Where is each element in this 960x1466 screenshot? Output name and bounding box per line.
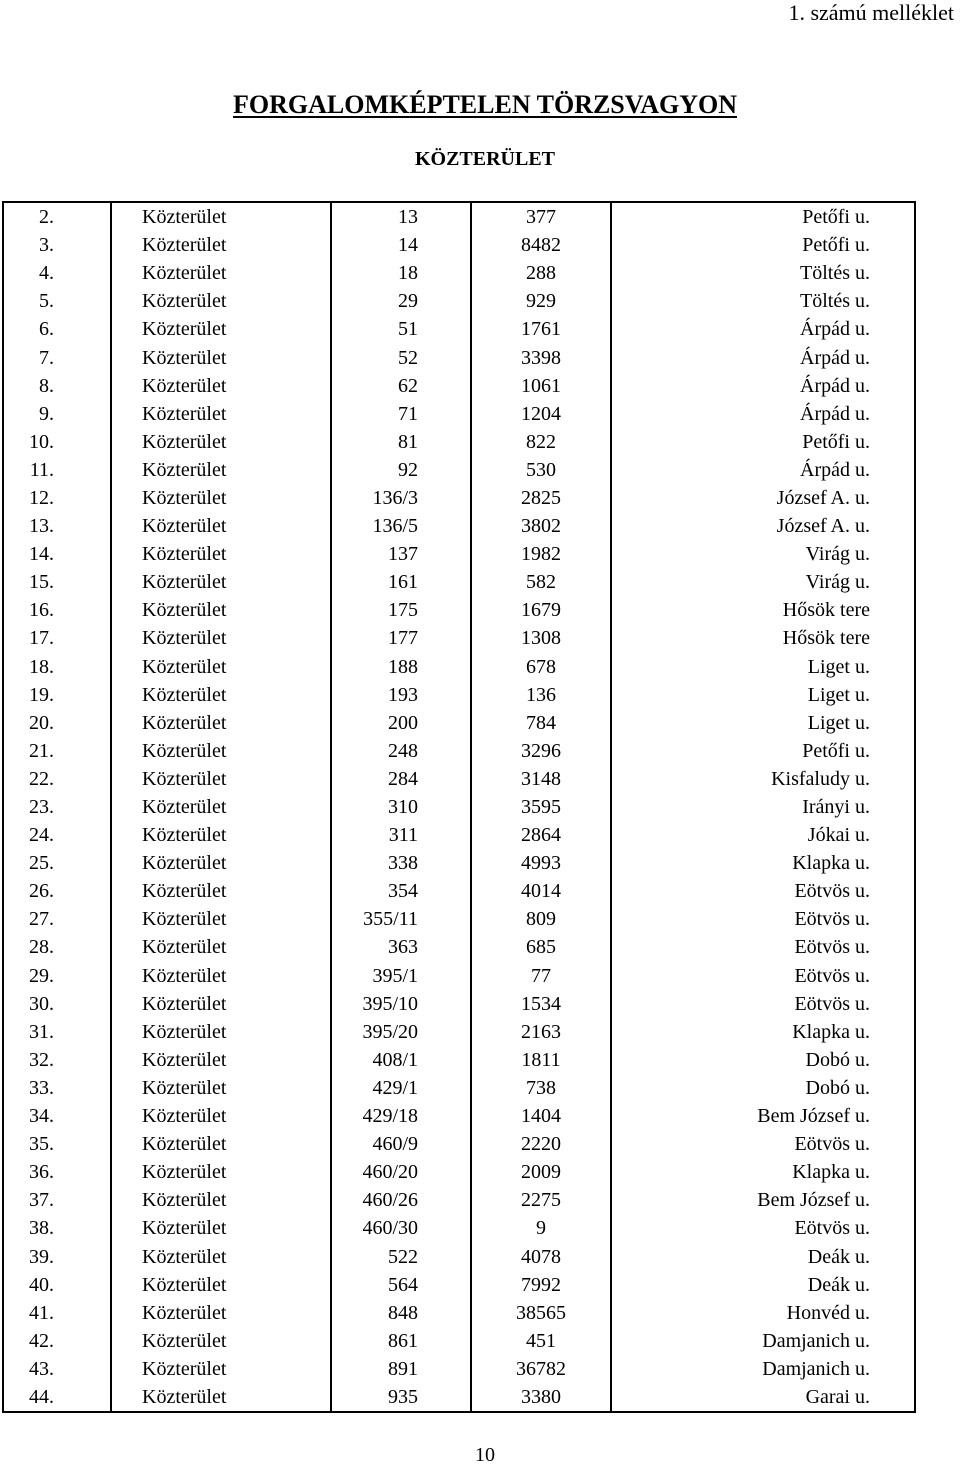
area-value-cell: 2864: [471, 821, 611, 849]
property-type-cell: Közterület: [111, 1186, 331, 1214]
row-number-cell: 28.: [3, 933, 111, 961]
parcel-number-cell: 429/1: [331, 1074, 471, 1102]
parcel-number-cell: 13: [331, 202, 471, 231]
property-table: [2, 201, 916, 1413]
table-row: [3, 343, 915, 371]
area-value-cell: 4078: [471, 1242, 611, 1270]
street-name-cell: Irányi u.: [611, 793, 915, 821]
street-name-cell: József A. u.: [611, 484, 915, 512]
table-row: [3, 962, 915, 990]
parcel-number-cell: 161: [331, 568, 471, 596]
parcel-number-cell: 92: [331, 456, 471, 484]
area-value-cell: 3802: [471, 512, 611, 540]
parcel-number-cell: 136/3: [331, 484, 471, 512]
street-name-cell: Klapka u.: [611, 849, 915, 877]
table-row: [3, 287, 915, 315]
property-type-cell: Közterület: [111, 1383, 331, 1412]
parcel-number-cell: 522: [331, 1242, 471, 1270]
property-type-cell: Közterület: [111, 1299, 331, 1327]
table-row: [3, 653, 915, 681]
table-row: [3, 231, 915, 259]
area-value-cell: 377: [471, 202, 611, 231]
street-name-cell: József A. u.: [611, 512, 915, 540]
row-number-cell: 44.: [3, 1383, 111, 1412]
property-type-cell: Közterület: [111, 793, 331, 821]
property-type-cell: Közterület: [111, 681, 331, 709]
area-value-cell: 2009: [471, 1158, 611, 1186]
street-name-cell: Garai u.: [611, 1383, 915, 1412]
table-row: [3, 1214, 915, 1242]
row-number-cell: 35.: [3, 1130, 111, 1158]
table-row: [3, 1102, 915, 1130]
street-name-cell: Virág u.: [611, 568, 915, 596]
area-value-cell: 36782: [471, 1355, 611, 1383]
street-name-cell: Liget u.: [611, 681, 915, 709]
row-number-cell: 11.: [3, 456, 111, 484]
street-name-cell: Deák u.: [611, 1242, 915, 1270]
property-type-cell: Közterület: [111, 709, 331, 737]
table-row: [3, 1074, 915, 1102]
street-name-cell: Dobó u.: [611, 1046, 915, 1074]
property-type-cell: Közterület: [111, 287, 331, 315]
table-row: [3, 484, 915, 512]
property-type-cell: Közterület: [111, 372, 331, 400]
street-name-cell: Eötvös u.: [611, 877, 915, 905]
property-type-cell: Közterület: [111, 737, 331, 765]
area-value-cell: 2220: [471, 1130, 611, 1158]
property-type-cell: Közterület: [111, 933, 331, 961]
row-number-cell: 36.: [3, 1158, 111, 1186]
street-name-cell: Árpád u.: [611, 343, 915, 371]
row-number-cell: 34.: [3, 1102, 111, 1130]
row-number-cell: 3.: [3, 231, 111, 259]
row-number-cell: 22.: [3, 765, 111, 793]
table-row: [3, 1018, 915, 1046]
parcel-number-cell: 354: [331, 877, 471, 905]
street-name-cell: Bem József u.: [611, 1102, 915, 1130]
parcel-number-cell: 248: [331, 737, 471, 765]
street-name-cell: Petőfi u.: [611, 737, 915, 765]
table-row: [3, 202, 915, 231]
property-type-cell: Közterület: [111, 1355, 331, 1383]
area-value-cell: 3148: [471, 765, 611, 793]
property-type-cell: Közterület: [111, 962, 331, 990]
area-value-cell: 929: [471, 287, 611, 315]
row-number-cell: 26.: [3, 877, 111, 905]
street-name-cell: Petőfi u.: [611, 428, 915, 456]
row-number-cell: 12.: [3, 484, 111, 512]
row-number-cell: 39.: [3, 1242, 111, 1270]
table-row: [3, 1130, 915, 1158]
property-type-cell: Közterület: [111, 1130, 331, 1158]
street-name-cell: Árpád u.: [611, 400, 915, 428]
area-value-cell: 1404: [471, 1102, 611, 1130]
street-name-cell: Deák u.: [611, 1271, 915, 1299]
table-row: [3, 568, 915, 596]
row-number-cell: 6.: [3, 315, 111, 343]
parcel-number-cell: 311: [331, 821, 471, 849]
table-row: [3, 1271, 915, 1299]
row-number-cell: 42.: [3, 1327, 111, 1355]
property-type-cell: Közterület: [111, 456, 331, 484]
area-value-cell: 8482: [471, 231, 611, 259]
property-type-cell: Közterület: [111, 540, 331, 568]
document-title: [0, 90, 960, 120]
row-number-cell: 33.: [3, 1074, 111, 1102]
street-name-cell: Damjanich u.: [611, 1327, 915, 1355]
property-type-cell: Közterület: [111, 315, 331, 343]
area-value-cell: 582: [471, 568, 611, 596]
parcel-number-cell: 81: [331, 428, 471, 456]
table-row: [3, 905, 915, 933]
area-value-cell: 1204: [471, 400, 611, 428]
area-value-cell: 678: [471, 653, 611, 681]
table-row: [3, 624, 915, 652]
street-name-cell: Petőfi u.: [611, 231, 915, 259]
document-title-text: FORGALOMKÉPTELEN TÖRZSVAGYON: [233, 90, 737, 119]
table-row: [3, 400, 915, 428]
table-row: [3, 428, 915, 456]
parcel-number-cell: 861: [331, 1327, 471, 1355]
table-row: [3, 990, 915, 1018]
property-type-cell: Közterület: [111, 343, 331, 371]
row-number-cell: 19.: [3, 681, 111, 709]
street-name-cell: Hősök tere: [611, 596, 915, 624]
street-name-cell: Árpád u.: [611, 456, 915, 484]
area-value-cell: 3296: [471, 737, 611, 765]
table-row: [3, 681, 915, 709]
property-type-cell: Közterület: [111, 512, 331, 540]
page-number: 10: [475, 1444, 495, 1466]
row-number-cell: 2.: [3, 202, 111, 231]
area-value-cell: 3595: [471, 793, 611, 821]
street-name-cell: Hősök tere: [611, 624, 915, 652]
area-value-cell: 738: [471, 1074, 611, 1102]
parcel-number-cell: 52: [331, 343, 471, 371]
property-type-cell: Közterület: [111, 849, 331, 877]
property-table-body: [3, 202, 915, 1412]
street-name-cell: Bem József u.: [611, 1186, 915, 1214]
street-name-cell: Eötvös u.: [611, 1214, 915, 1242]
row-number-cell: 9.: [3, 400, 111, 428]
street-name-cell: Liget u.: [611, 709, 915, 737]
area-value-cell: 1534: [471, 990, 611, 1018]
parcel-number-cell: 564: [331, 1271, 471, 1299]
row-number-cell: 5.: [3, 287, 111, 315]
street-name-cell: Árpád u.: [611, 315, 915, 343]
property-type-cell: Közterület: [111, 1242, 331, 1270]
property-type-cell: Közterület: [111, 1018, 331, 1046]
area-value-cell: 7992: [471, 1271, 611, 1299]
property-type-cell: Közterület: [111, 905, 331, 933]
parcel-number-cell: 193: [331, 681, 471, 709]
street-name-cell: Damjanich u.: [611, 1355, 915, 1383]
table-row: [3, 512, 915, 540]
table-row: [3, 596, 915, 624]
parcel-number-cell: 175: [331, 596, 471, 624]
parcel-number-cell: 395/1: [331, 962, 471, 990]
property-type-cell: Közterület: [111, 568, 331, 596]
street-name-cell: Töltés u.: [611, 259, 915, 287]
property-type-cell: Közterület: [111, 259, 331, 287]
street-name-cell: Honvéd u.: [611, 1299, 915, 1327]
parcel-number-cell: 177: [331, 624, 471, 652]
area-value-cell: 822: [471, 428, 611, 456]
area-value-cell: 685: [471, 933, 611, 961]
property-type-cell: Közterület: [111, 653, 331, 681]
street-name-cell: Árpád u.: [611, 372, 915, 400]
street-name-cell: Klapka u.: [611, 1018, 915, 1046]
row-number-cell: 24.: [3, 821, 111, 849]
table-row: [3, 737, 915, 765]
area-value-cell: 77: [471, 962, 611, 990]
area-value-cell: 809: [471, 905, 611, 933]
parcel-number-cell: 284: [331, 765, 471, 793]
row-number-cell: 10.: [3, 428, 111, 456]
property-type-cell: Közterület: [111, 821, 331, 849]
table-row: [3, 709, 915, 737]
property-type-cell: Közterület: [111, 877, 331, 905]
row-number-cell: 14.: [3, 540, 111, 568]
area-value-cell: 2275: [471, 1186, 611, 1214]
row-number-cell: 32.: [3, 1046, 111, 1074]
property-type-cell: Közterület: [111, 484, 331, 512]
row-number-cell: 13.: [3, 512, 111, 540]
row-number-cell: 4.: [3, 259, 111, 287]
row-number-cell: 16.: [3, 596, 111, 624]
property-type-cell: Közterület: [111, 1214, 331, 1242]
parcel-number-cell: 848: [331, 1299, 471, 1327]
row-number-cell: 43.: [3, 1355, 111, 1383]
street-name-cell: Eötvös u.: [611, 933, 915, 961]
parcel-number-cell: 429/18: [331, 1102, 471, 1130]
parcel-number-cell: 137: [331, 540, 471, 568]
parcel-number-cell: 891: [331, 1355, 471, 1383]
area-value-cell: 1761: [471, 315, 611, 343]
area-value-cell: 4993: [471, 849, 611, 877]
property-type-cell: Közterület: [111, 1327, 331, 1355]
property-type-cell: Közterület: [111, 1158, 331, 1186]
row-number-cell: 8.: [3, 372, 111, 400]
parcel-number-cell: 200: [331, 709, 471, 737]
property-type-cell: Közterület: [111, 400, 331, 428]
table-row: [3, 1158, 915, 1186]
area-value-cell: 288: [471, 259, 611, 287]
parcel-number-cell: 935: [331, 1383, 471, 1412]
property-type-cell: Közterület: [111, 1046, 331, 1074]
parcel-number-cell: 51: [331, 315, 471, 343]
parcel-number-cell: 460/26: [331, 1186, 471, 1214]
parcel-number-cell: 395/20: [331, 1018, 471, 1046]
area-value-cell: 4014: [471, 877, 611, 905]
table-row: [3, 540, 915, 568]
parcel-number-cell: 71: [331, 400, 471, 428]
table-row: [3, 933, 915, 961]
area-value-cell: 136: [471, 681, 611, 709]
table-row: [3, 456, 915, 484]
row-number-cell: 29.: [3, 962, 111, 990]
street-name-cell: Töltés u.: [611, 287, 915, 315]
street-name-cell: Dobó u.: [611, 1074, 915, 1102]
area-value-cell: 784: [471, 709, 611, 737]
parcel-number-cell: 29: [331, 287, 471, 315]
area-value-cell: 451: [471, 1327, 611, 1355]
area-value-cell: 3398: [471, 343, 611, 371]
table-row: [3, 1186, 915, 1214]
table-row: [3, 849, 915, 877]
table-row: [3, 1046, 915, 1074]
row-number-cell: 27.: [3, 905, 111, 933]
table-row: [3, 1242, 915, 1270]
street-name-cell: Eötvös u.: [611, 962, 915, 990]
parcel-number-cell: 310: [331, 793, 471, 821]
area-value-cell: 2825: [471, 484, 611, 512]
area-value-cell: 1982: [471, 540, 611, 568]
street-name-cell: Virág u.: [611, 540, 915, 568]
property-type-cell: Közterület: [111, 1271, 331, 1299]
area-value-cell: 9: [471, 1214, 611, 1242]
row-number-cell: 38.: [3, 1214, 111, 1242]
table-row: [3, 821, 915, 849]
table-row: [3, 1299, 915, 1327]
area-value-cell: 530: [471, 456, 611, 484]
area-value-cell: 2163: [471, 1018, 611, 1046]
parcel-number-cell: 395/10: [331, 990, 471, 1018]
parcel-number-cell: 136/5: [331, 512, 471, 540]
property-type-cell: Közterület: [111, 596, 331, 624]
row-number-cell: 31.: [3, 1018, 111, 1046]
table-row: [3, 1327, 915, 1355]
area-value-cell: 1679: [471, 596, 611, 624]
parcel-number-cell: 460/9: [331, 1130, 471, 1158]
row-number-cell: 25.: [3, 849, 111, 877]
table-row: [3, 1383, 915, 1412]
street-name-cell: Eötvös u.: [611, 990, 915, 1018]
row-number-cell: 40.: [3, 1271, 111, 1299]
property-type-cell: Közterület: [111, 1102, 331, 1130]
table-row: [3, 372, 915, 400]
table-row: [3, 877, 915, 905]
row-number-cell: 18.: [3, 653, 111, 681]
area-value-cell: 1308: [471, 624, 611, 652]
area-value-cell: 38565: [471, 1299, 611, 1327]
parcel-number-cell: 460/20: [331, 1158, 471, 1186]
street-name-cell: Klapka u.: [611, 1158, 915, 1186]
row-number-cell: 30.: [3, 990, 111, 1018]
property-type-cell: Közterület: [111, 990, 331, 1018]
area-value-cell: 1811: [471, 1046, 611, 1074]
street-name-cell: Kisfaludy u.: [611, 765, 915, 793]
annex-label: 1. számú melléklet: [788, 0, 954, 25]
row-number-cell: 20.: [3, 709, 111, 737]
row-number-cell: 15.: [3, 568, 111, 596]
row-number-cell: 37.: [3, 1186, 111, 1214]
area-value-cell: 1061: [471, 372, 611, 400]
property-type-cell: Közterület: [111, 202, 331, 231]
row-number-cell: 41.: [3, 1299, 111, 1327]
street-name-cell: Liget u.: [611, 653, 915, 681]
parcel-number-cell: 14: [331, 231, 471, 259]
street-name-cell: Eötvös u.: [611, 905, 915, 933]
row-number-cell: 7.: [3, 343, 111, 371]
table-row: [3, 793, 915, 821]
property-type-cell: Közterület: [111, 231, 331, 259]
street-name-cell: Eötvös u.: [611, 1130, 915, 1158]
parcel-number-cell: 408/1: [331, 1046, 471, 1074]
property-type-cell: Közterület: [111, 624, 331, 652]
parcel-number-cell: 62: [331, 372, 471, 400]
row-number-cell: 17.: [3, 624, 111, 652]
parcel-number-cell: 460/30: [331, 1214, 471, 1242]
property-type-cell: Közterület: [111, 1074, 331, 1102]
table-row: [3, 765, 915, 793]
street-name-cell: Petőfi u.: [611, 202, 915, 231]
row-number-cell: 23.: [3, 793, 111, 821]
street-name-cell: Jókai u.: [611, 821, 915, 849]
parcel-number-cell: 363: [331, 933, 471, 961]
table-row: [3, 1355, 915, 1383]
parcel-number-cell: 188: [331, 653, 471, 681]
area-value-cell: 3380: [471, 1383, 611, 1412]
parcel-number-cell: 338: [331, 849, 471, 877]
row-number-cell: 21.: [3, 737, 111, 765]
property-type-cell: Közterület: [111, 428, 331, 456]
parcel-number-cell: 18: [331, 259, 471, 287]
table-row: [3, 315, 915, 343]
property-type-cell: Közterület: [111, 765, 331, 793]
parcel-number-cell: 355/11: [331, 905, 471, 933]
table-row: [3, 259, 915, 287]
section-title: KÖZTERÜLET: [414, 148, 556, 170]
